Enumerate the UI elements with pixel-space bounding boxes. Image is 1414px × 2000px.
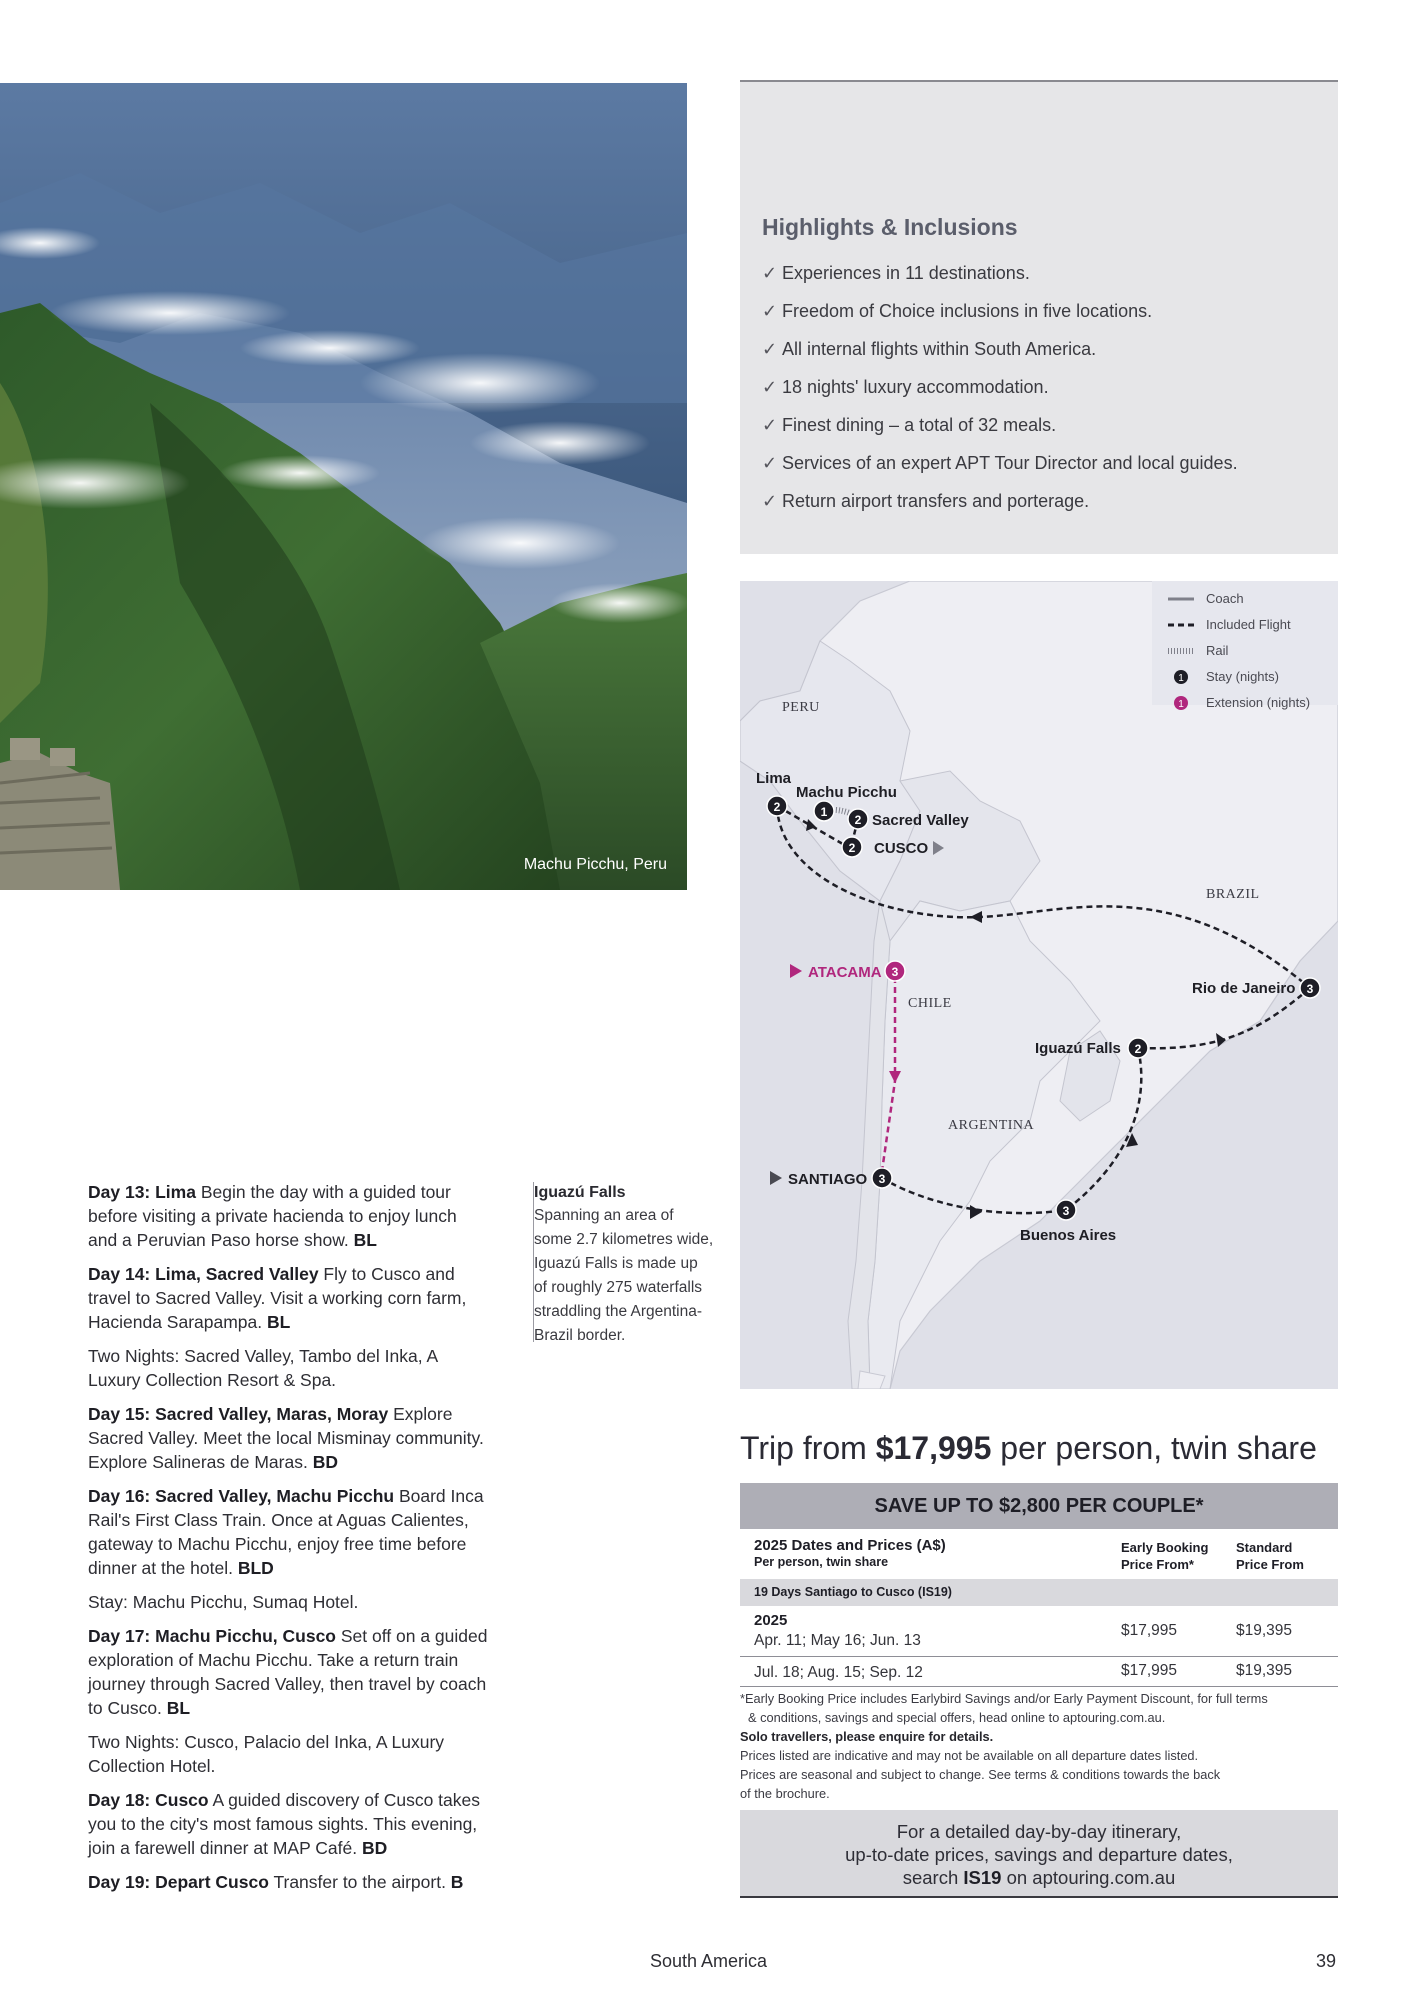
row-dates: Jul. 18; Aug. 15; Sep. 12: [754, 1664, 923, 1681]
sidebar-text: Spanning an area of some 2.7 kilometres wide, Iguazú Falls is made up of roughly 275 waterfalls straddling the Argentina-Brazil border.: [534, 1207, 714, 1344]
legend-flight: Included Flight: [1206, 617, 1291, 632]
price-header-sub: Per person, twin share: [754, 1555, 889, 1569]
day-heading: Day 16: Sacred Valley, Machu Picchu: [88, 1486, 395, 1506]
cta-line: [740, 1866, 1338, 1889]
check-icon: ✓: [762, 491, 778, 511]
itinerary-cta: [740, 1810, 1338, 1898]
day-text: Begin the day with a guided tour before visiting a private hacienda to enjoy lunch and a Peruvian Paso horse show.: [88, 1182, 457, 1250]
day-meals: BLD: [237, 1558, 274, 1578]
highlights-title: Highlights & Inclusions: [762, 214, 1018, 240]
day-heading: Day 13: Lima: [88, 1182, 196, 1202]
save-banner: SAVE UP TO $2,800 PER COUPLE*: [740, 1483, 1338, 1529]
highlight-item: [762, 339, 1338, 377]
note-line: of the brochure.: [740, 1786, 830, 1801]
day-heading: Day 14: Lima, Sacred Valley: [88, 1264, 319, 1284]
itinerary-day: [88, 1788, 488, 1860]
day-heading: Day 18: Cusco: [88, 1790, 209, 1810]
day-meals: BD: [312, 1452, 338, 1472]
day-text: Transfer to the airport.: [268, 1872, 451, 1892]
stop-label-lima: Lima: [756, 770, 792, 787]
legend-stay-number: 1: [1178, 673, 1184, 684]
day-heading: Day 17: Machu Picchu, Cusco: [88, 1626, 336, 1646]
day-meals: BL: [353, 1230, 377, 1250]
itinerary-day: [88, 1870, 488, 1894]
check-icon: ✓: [762, 453, 778, 473]
column-early-booking: [1121, 1539, 1208, 1573]
route-map: [740, 581, 1338, 1389]
day-text: A guided discovery of Cusco takes you to the city's most famous sights. This evening, join a farewell dinner at MAP Café.: [88, 1790, 481, 1858]
page-number: 39: [1316, 1951, 1337, 1971]
check-icon: ✓: [762, 415, 778, 435]
stop-nights-rio: 3: [1306, 982, 1314, 996]
note-line: Prices listed are indicative and may not be available on all departure dates listed.: [740, 1748, 1199, 1763]
table-row: [740, 1606, 1338, 1657]
highlight-text: Experiences in 11 destinations.: [782, 263, 1030, 283]
itinerary-list: [88, 1180, 488, 1904]
day-text: Set off on a guided exploration of Machu Picchu. Take a return train journey through Sacred Valley, then travel by coach to Cusco.: [88, 1626, 488, 1718]
highlight-item: [762, 491, 1338, 529]
highlight-text: Finest dining – a total of 32 meals.: [782, 415, 1057, 435]
stop-label-atacama: ATACAMA: [808, 964, 882, 981]
cta-prefix: search: [902, 1867, 964, 1888]
highlights-panel: [740, 80, 1338, 554]
column-label: Price From: [1236, 1557, 1304, 1572]
highlight-item: [762, 415, 1338, 453]
sidebar-title: Iguazú Falls: [534, 1184, 626, 1201]
itinerary-day: [88, 1624, 488, 1720]
trip-price-headline: [740, 1430, 1340, 1467]
row-early-price: $17,995: [1121, 1662, 1178, 1679]
itinerary-stay: Stay: Machu Picchu, Sumaq Hotel.: [88, 1592, 359, 1612]
stop-label-machu-picchu: Machu Picchu: [796, 784, 897, 801]
cta-line: up-to-date prices, savings and departure dates,: [845, 1844, 1233, 1865]
cta-code: IS19: [963, 1867, 1002, 1888]
highlight-text: Return airport transfers and porterage.: [782, 491, 1090, 511]
row-year: 2025: [754, 1612, 788, 1629]
itinerary-day: [88, 1402, 488, 1474]
table-row: [740, 1658, 1338, 1687]
country-label-peru: PERU: [782, 700, 820, 715]
legend-extension: Extension (nights): [1206, 695, 1311, 710]
highlight-item: [762, 453, 1338, 491]
note-line: *Early Booking Price includes Earlybird Savings and/or Early Payment Discount, for full terms: [740, 1691, 1268, 1706]
highlight-text: Services of an expert APT Tour Director and local guides.: [782, 453, 1238, 473]
iguazu-sidebar: [533, 1182, 714, 1342]
column-standard: [1236, 1539, 1304, 1573]
machu-picchu-photo: [0, 83, 687, 890]
highlight-text: Freedom of Choice inclusions in five locations.: [782, 301, 1153, 321]
trip-code-row: 19 Days Santiago to Cusco (IS19): [740, 1579, 1338, 1606]
country-label-argentina: ARGENTINA: [948, 1118, 1035, 1133]
row-standard-price: $19,395: [1236, 1662, 1293, 1679]
check-icon: ✓: [762, 263, 778, 283]
stop-label-iguazu: Iguazú Falls: [1035, 1040, 1121, 1057]
trip-suffix: per person, twin share: [991, 1430, 1317, 1466]
highlight-item: [762, 301, 1338, 339]
day-meals: BD: [361, 1838, 388, 1858]
day-text: Board Inca Rail's First Class Train. Once at Aguas Calientes, gateway to Machu Picchu, enjoy free time before dinner at the hotel.: [88, 1486, 484, 1578]
highlight-text: 18 nights' luxury accommodation.: [782, 377, 1049, 397]
stop-nights-sacred-valley: 2: [854, 813, 862, 827]
note-line: Solo travellers, please enquire for details.: [740, 1729, 994, 1744]
legend-coach: Coach: [1206, 591, 1244, 606]
itinerary-day: [88, 1262, 488, 1334]
stop-label-rio: Rio de Janeiro: [1192, 980, 1296, 997]
itinerary-stay: Two Nights: Sacred Valley, Tambo del Inka, A Luxury Collection Resort & Spa.: [88, 1346, 438, 1390]
note-line: Prices are seasonal and subject to change. See terms & conditions towards the back: [740, 1767, 1221, 1782]
legend-stay: Stay (nights): [1206, 669, 1279, 684]
check-icon: ✓: [762, 377, 778, 397]
stop-nights-cusco: 2: [848, 841, 856, 855]
footer-section: South America: [650, 1951, 768, 1971]
row-dates: Apr. 11; May 16; Jun. 13: [754, 1632, 921, 1649]
day-meals: B: [450, 1872, 464, 1892]
highlight-item: [762, 263, 1338, 301]
itinerary-day: [88, 1180, 488, 1252]
trip-prefix: Trip from: [740, 1430, 876, 1466]
cta-suffix: on aptouring.com.au: [1001, 1867, 1176, 1888]
stop-nights-buenos-aires: 3: [1062, 1204, 1070, 1218]
highlight-text: All internal flights within South America.: [782, 339, 1097, 359]
check-icon: ✓: [762, 339, 778, 359]
photo-caption: Machu Picchu, Peru: [523, 856, 667, 873]
itinerary-stay: Two Nights: Cusco, Palacio del Inka, A Luxury Collection Hotel.: [88, 1732, 445, 1776]
stop-label-cusco: CUSCO: [874, 840, 929, 857]
price-header-main: 2025 Dates and Prices (A$): [754, 1537, 946, 1554]
stop-nights-atacama: 3: [891, 965, 899, 979]
cta-line: For a detailed day-by-day itinerary,: [896, 1821, 1182, 1842]
itinerary-day: [88, 1484, 488, 1580]
pricing-notes: [740, 1689, 1338, 1803]
legend-rail: Rail: [1206, 643, 1229, 658]
stop-label-santiago: SANTIAGO: [788, 1171, 868, 1188]
highlight-item: [762, 377, 1338, 415]
stop-label-sacred-valley: Sacred Valley: [872, 812, 969, 829]
price-table-header: [740, 1529, 1338, 1579]
stop-nights-iguazu: 2: [1134, 1042, 1142, 1056]
day-heading: Day 19: Depart Cusco: [88, 1872, 269, 1892]
day-meals: BL: [267, 1312, 291, 1332]
day-text: Fly to Cusco and travel to Sacred Valley. Visit a working corn farm, Hacienda Sarapampa.: [88, 1264, 467, 1332]
country-label-brazil: BRAZIL: [1206, 887, 1260, 902]
check-icon: ✓: [762, 301, 778, 321]
stop-nights-santiago: 3: [878, 1172, 886, 1186]
row-early-price: $17,995: [1121, 1622, 1178, 1639]
note-line: & conditions, savings and special offers, head online to aptouring.com.au.: [748, 1710, 1166, 1725]
stop-label-buenos-aires: Buenos Aires: [1020, 1227, 1117, 1244]
day-heading: Day 15: Sacred Valley, Maras, Moray: [88, 1404, 389, 1424]
column-label: Standard: [1236, 1540, 1293, 1555]
country-label-chile: CHILE: [908, 996, 952, 1011]
trip-price: $17,995: [875, 1430, 992, 1466]
legend-extension-number: 1: [1178, 699, 1184, 710]
day-text: Explore Sacred Valley. Meet the local Misminay community. Explore Salineras de Maras.: [88, 1404, 484, 1472]
row-standard-price: $19,395: [1236, 1622, 1293, 1639]
column-label: Early Booking: [1121, 1540, 1209, 1555]
day-meals: BL: [166, 1698, 191, 1718]
column-label: Price From*: [1121, 1557, 1194, 1572]
stop-nights-lima: 2: [773, 800, 781, 814]
stop-nights-machu-picchu: 1: [820, 805, 828, 819]
